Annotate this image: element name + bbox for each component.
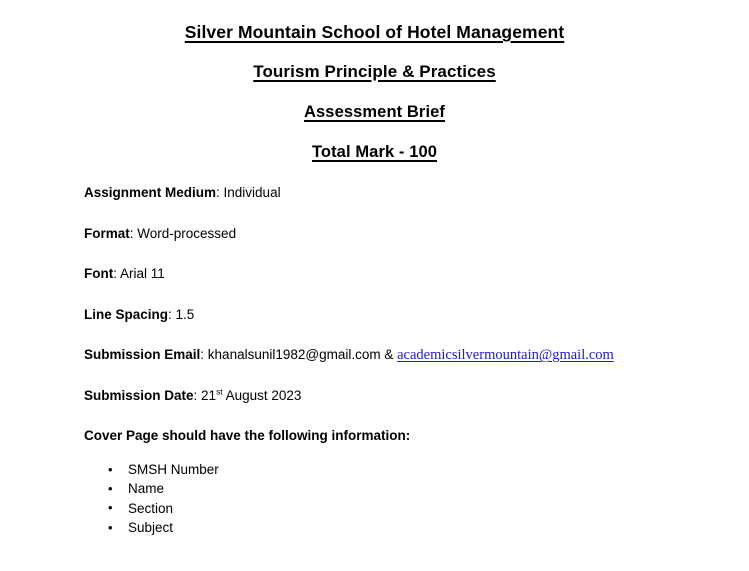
field-submission-date [84, 388, 709, 404]
page-title [0, 22, 749, 42]
field-label: Submission Email [84, 347, 201, 362]
list-item: • Section [84, 499, 709, 518]
field-format [84, 226, 709, 242]
submission-date-day: 21 [201, 387, 217, 403]
document-body [0, 185, 749, 538]
field-separator: : [200, 347, 208, 362]
total-mark [0, 142, 749, 162]
field-label: Assignment Medium [84, 185, 217, 200]
field-separator: : [129, 225, 138, 241]
field-font [84, 266, 709, 282]
submission-date-ordinal: st [216, 386, 223, 396]
field-value: Word-processed [137, 225, 237, 241]
field-separator: : [193, 387, 202, 403]
email-conjunction: & [380, 347, 398, 362]
total-mark-text: Total Mark - 100 [311, 143, 438, 161]
course-title-text: Tourism Principle & Practices [253, 62, 496, 81]
field-line-spacing [84, 307, 709, 323]
page-title-text: Silver Mountain School of Hotel Management [184, 22, 565, 42]
field-separator: : [168, 306, 176, 322]
course-title [0, 62, 749, 82]
field-value: Individual [223, 185, 281, 200]
field-value: 1.5 [175, 306, 195, 322]
cover-page-list [84, 460, 709, 538]
field-label: Submission Date [84, 387, 194, 403]
document-subtitle [0, 102, 749, 122]
field-label: Font [84, 266, 114, 281]
cover-page-heading: Cover Page should have the following information: [84, 428, 411, 443]
document-title-block [0, 0, 749, 162]
list-item: • SMSH Number [84, 460, 709, 479]
primary-email-text: khanalsunil1982@gmail.com [207, 347, 381, 362]
field-submission-email [84, 347, 709, 363]
secondary-email-link[interactable]: academicsilvermountain@gmail.com [397, 347, 614, 363]
field-assignment-medium [84, 185, 709, 201]
field-separator: : [216, 185, 224, 200]
submission-date-rest: August 2023 [222, 387, 302, 403]
document-subtitle-text: Assessment Brief [304, 103, 445, 121]
field-separator: : [113, 266, 121, 281]
list-item: • Subject [84, 518, 709, 537]
field-label: Line Spacing [84, 306, 169, 322]
field-label: Format [84, 225, 130, 241]
field-value: Arial 11 [120, 266, 165, 281]
list-item: • Name [84, 479, 709, 498]
